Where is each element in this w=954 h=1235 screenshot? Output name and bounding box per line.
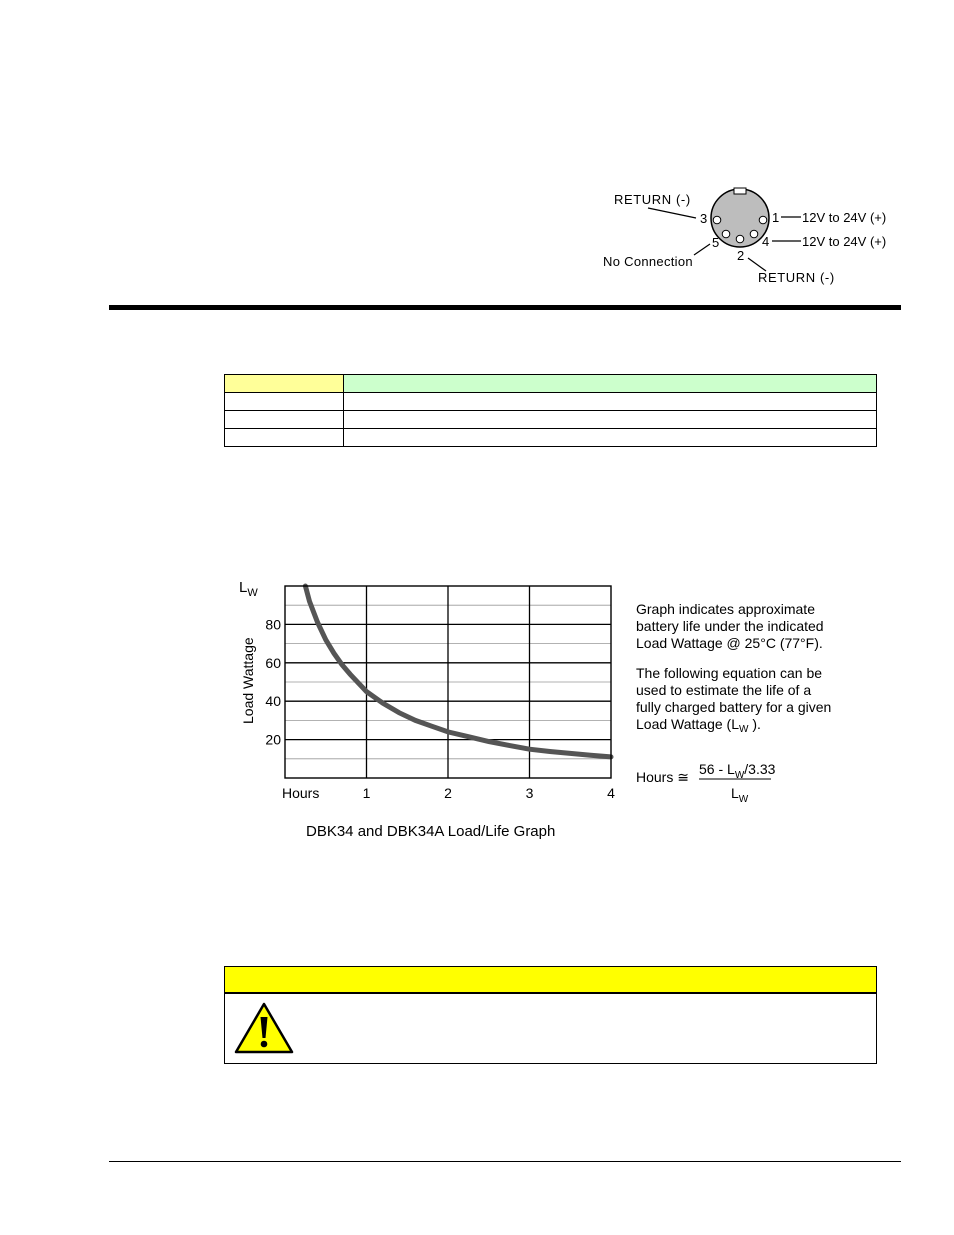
- equation-lhs: Hours ≅: [636, 769, 689, 785]
- pin-number-5: 5: [712, 235, 720, 250]
- section-divider: [109, 305, 901, 310]
- pin-4: [750, 230, 758, 238]
- pin-2: [736, 235, 744, 243]
- pin-1: [759, 216, 767, 224]
- description-line: used to estimate the life of a: [636, 682, 812, 698]
- x-tick-label: 4: [607, 785, 615, 801]
- pin-3: [713, 216, 721, 224]
- connector-key: [734, 188, 746, 194]
- x-tick-label: 1: [362, 785, 371, 801]
- table-cell: [225, 429, 344, 447]
- table-cell: [225, 411, 344, 429]
- x-tick-label: 2: [444, 785, 452, 801]
- pin-label-3: RETURN (-): [614, 192, 691, 207]
- warning-triangle-icon: [234, 1002, 294, 1054]
- table-row: [225, 411, 877, 429]
- x-axis-label: Hours: [282, 785, 320, 801]
- pin-number-2: 2: [737, 248, 745, 263]
- description-line: battery life under the indicated: [636, 618, 824, 634]
- graph-caption: DBK34 and DBK34A Load/Life Graph: [306, 823, 556, 840]
- description-line: Load Wattage @ 25°C (77°F).: [636, 635, 823, 651]
- pin-label-1: 12V to 24V (+): [802, 210, 887, 225]
- table-cell: [344, 429, 877, 447]
- x-tick-labels: [363, 785, 616, 801]
- table-header-cell: [225, 375, 344, 393]
- description-line: The following equation can be: [636, 665, 823, 681]
- description-line: Load Wattage ($L_W$ ).: [636, 716, 761, 735]
- table-cell: [225, 393, 344, 411]
- y-tick-label: 80: [265, 616, 281, 633]
- pin-number-1: 1: [772, 210, 780, 225]
- table-cell: [344, 393, 877, 411]
- battery-life-equation: [636, 761, 776, 805]
- table-row: [225, 429, 877, 447]
- connector-pinout-diagram: [596, 178, 916, 290]
- pin-label-4: 12V to 24V (+): [802, 234, 887, 249]
- y-tick-label: 40: [265, 693, 281, 710]
- pin-number-4: 4: [762, 234, 770, 249]
- load-life-graph: [228, 574, 858, 850]
- spec-table: [224, 374, 877, 447]
- y-tick-label: 20: [265, 731, 281, 748]
- footer-rule: [109, 1161, 901, 1162]
- table-row: [225, 393, 877, 411]
- y-axis-symbol: $L_W$: [239, 579, 258, 599]
- table-header-cell: [344, 375, 877, 393]
- equation-denominator: $L_W$: [731, 785, 749, 805]
- load-life-curve: [305, 586, 611, 757]
- table-cell: [344, 411, 877, 429]
- caution-box: [224, 966, 877, 1064]
- y-axis-label: Load Wattage: [240, 637, 256, 724]
- graph-grid: [285, 586, 611, 778]
- table-header-row: [225, 375, 877, 393]
- graph-description: [636, 601, 831, 735]
- equation-numerator: $56 - L_W/3.33$: [699, 761, 776, 781]
- pin-5: [722, 230, 730, 238]
- description-line: fully charged battery for a given: [636, 699, 832, 715]
- y-tick-labels: [265, 616, 281, 747]
- x-tick-label: 3: [525, 785, 534, 801]
- description-line: Graph indicates approximate: [636, 601, 815, 617]
- pin-label-2: RETURN (-): [758, 270, 835, 285]
- caution-header-bar: [225, 967, 876, 994]
- y-tick-label: 60: [265, 654, 281, 671]
- pin-number-3: 3: [700, 211, 708, 226]
- pin-label-5: No Connection: [603, 254, 693, 269]
